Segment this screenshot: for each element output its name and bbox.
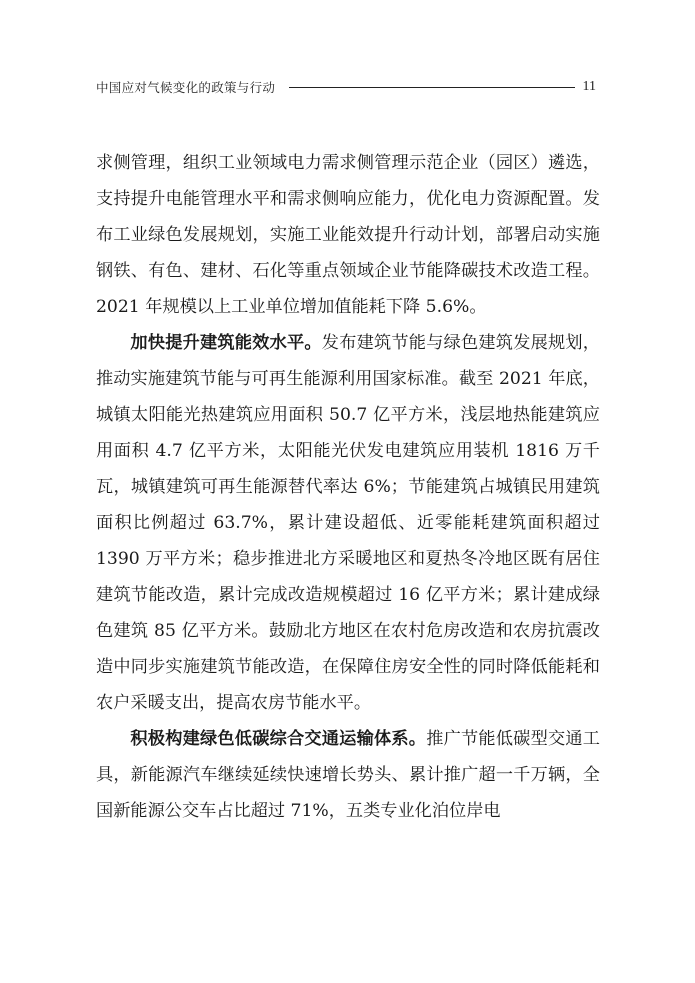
paragraph-building-efficiency xyxy=(96,325,600,721)
header-title: 中国应对气候变化的政策与行动 xyxy=(96,80,276,95)
page-number: 11 xyxy=(582,79,596,94)
header-rule xyxy=(289,87,574,88)
paragraph-text: 推广节能低碳型交通工具，新能源汽车继续延续快速增长势头、累计推广超一千万辆，全国新能源公交车占比超过 71%，五类专业化泊位岸电 xyxy=(96,729,600,821)
paragraph-heading: 积极构建绿色低碳综合交通运输体系。 xyxy=(130,729,427,749)
paragraph-text: 发布建筑节能与绿色建筑发展规划，推动实施建筑节能与可再生能源利用国家标准。截至 2021 年底，城镇太阳能光热建筑应用面积 50.7 亿平方米，浅层地热能建筑应用面积 4.7 亿平方米，太阳能光伏发电建筑应用装机 1816 万千瓦，城镇建筑可再生能源替代率达 6%；节能建筑占城镇民用建筑面积比例超过 63.7%，累计建设超低、近零能耗建筑面积超过 1390 万平方米；稳步推进北方采暖地区和夏热冬冷地区既有居住建筑节能改造，累计完成改造规模超过 16 亿平方米；累计建成绿色建筑 85 亿平方米。鼓励北方地区在农村危房改造和农房抗震改造中同步实施建筑节能改造，在保障住房安全性的同时降低能耗和农户采暖支出，提高农房节能水平。 xyxy=(96,333,600,713)
body-text xyxy=(96,145,600,829)
paragraph-continuation xyxy=(96,145,600,325)
running-header xyxy=(96,76,596,98)
paragraph-transport-system xyxy=(96,721,600,829)
paragraph-heading: 加快提升建筑能效水平。 xyxy=(130,333,322,353)
paragraph-text: 求侧管理，组织工业领域电力需求侧管理示范企业（园区）遴选，支持提升电能管理水平和需求侧响应能力，优化电力资源配置。发布工业绿色发展规划，实施工业能效提升行动计划，部署启动实施钢铁、有色、建材、石化等重点领域企业节能降碳技术改造工程。2021 年规模以上工业单位增加值能耗下降 5.6%。 xyxy=(96,153,600,317)
